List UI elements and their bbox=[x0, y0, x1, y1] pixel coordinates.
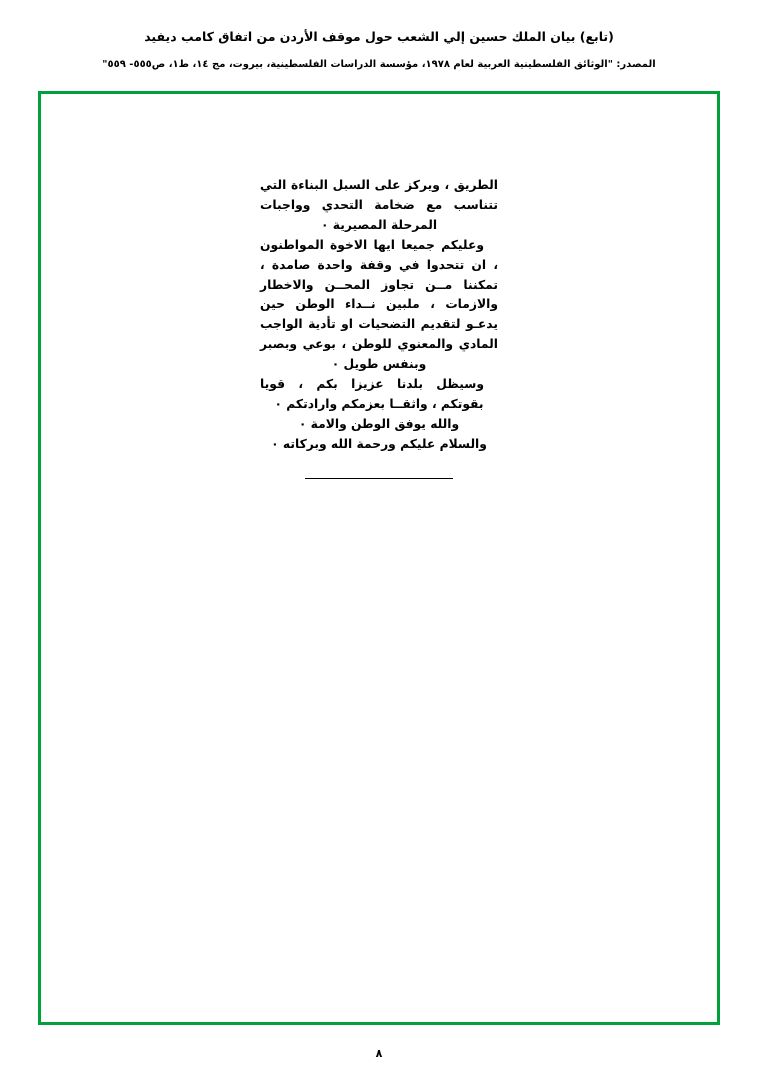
green-border-frame bbox=[38, 91, 720, 1025]
paragraph-1: الطريق ، ويركز على السبل البناءة التي تتناسب مع ضخامة التحدي وواجبات المرحلة المصيرية ٠ bbox=[260, 178, 498, 232]
horizontal-rule-separator bbox=[41, 468, 717, 487]
page-title: (تابع) بيان الملك حسين إلي الشعب حول موقف الأردن من اتفاق كامب ديفيد bbox=[144, 29, 614, 44]
paragraph-2: وعليكم جميعا ايها الاخوة المواطنون ، ان تتحدوا في وقفة واحدة صامدة ، تمكننا مــن تجاوز المحــن والاخطار والازمات ، ملبين نــداء الوطن حين يدعـو لتقديم التضحيات او تأدية الواجب المادي والمعنوي للوطن ، بوعي وبصبر وبنفس طويل ٠ bbox=[260, 237, 498, 372]
page-header bbox=[0, 0, 758, 70]
source-citation: المصدر: "الوثائق الفلسطينية العربية لعام ١٩٧٨، مؤسسة الدراسات الفلسطينية، بيروت، مج ١٤، ط١، ص٥٥٥- ٥٥٩" bbox=[102, 58, 656, 70]
paragraph-4: والله يوفق الوطن والامة ٠ bbox=[298, 416, 460, 431]
page-number: ٨ bbox=[375, 1047, 383, 1060]
paragraph-3: وسيظل بلدنا عزيزا بكم ، قويا بقوتكم ، واثقــا بعزمكم وارادتكم ٠ bbox=[260, 377, 484, 411]
text-column bbox=[260, 176, 498, 455]
document-body bbox=[41, 176, 717, 455]
rule-line bbox=[305, 478, 453, 479]
paragraph-5: والسلام عليكم ورحمة الله وبركاته ٠ bbox=[271, 436, 487, 451]
